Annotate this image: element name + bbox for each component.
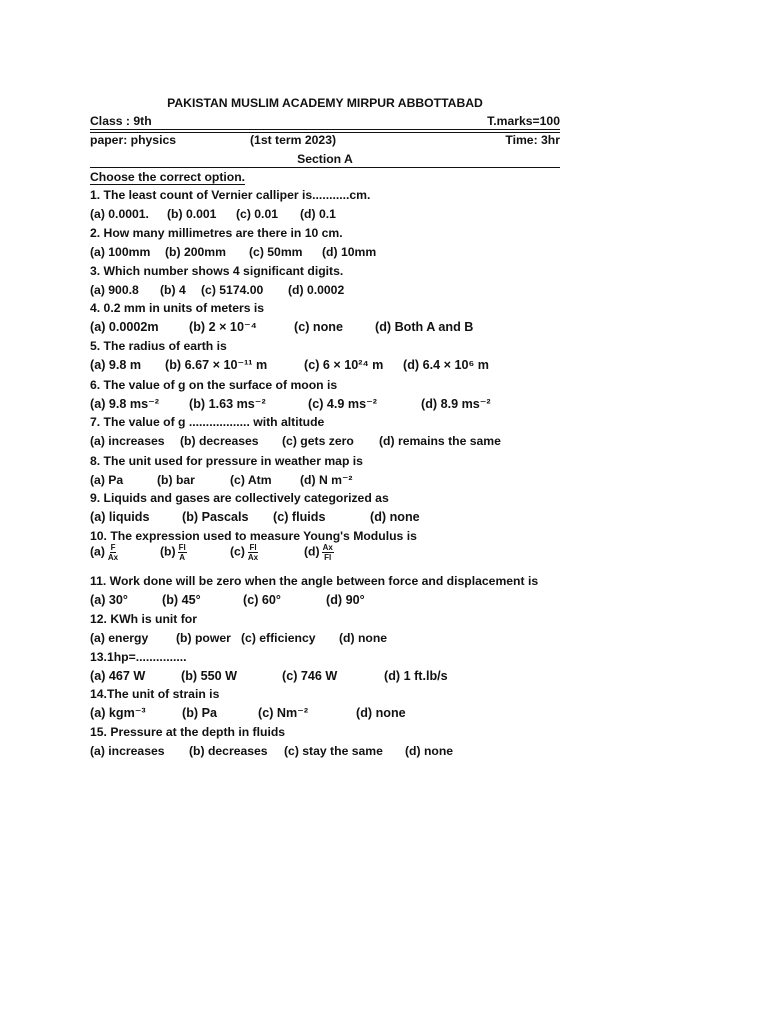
option-label: (b) 6.67 × 10⁻¹¹ m — [165, 358, 268, 372]
option-c — [282, 668, 337, 684]
option-d — [403, 357, 489, 373]
option-d — [300, 206, 336, 222]
option-d — [300, 472, 352, 488]
option-c — [230, 543, 259, 562]
school-name: PAKISTAN MUSLIM ACADEMY MIRPUR ABBOTTABAD — [167, 96, 483, 110]
fraction — [178, 543, 187, 562]
option-label: (b) 2 × 10⁻⁴ — [189, 320, 257, 334]
option-d — [288, 282, 344, 298]
option-a — [90, 630, 148, 646]
option-b — [157, 472, 195, 488]
option-label: (a) 0.0002m — [90, 320, 159, 334]
option-label: (c) 5174.00 — [201, 283, 264, 297]
option-label: (d) 10mm — [322, 245, 377, 259]
fraction — [322, 543, 334, 562]
option-label: (d) none — [339, 631, 388, 645]
option-d — [421, 396, 491, 412]
option-d — [379, 433, 501, 449]
option-label: (c) fluids — [273, 510, 326, 524]
option-label: (b) 0.001 — [167, 207, 217, 221]
paper-label: paper: physics — [90, 133, 177, 147]
option-c — [273, 509, 325, 525]
option-a — [90, 319, 159, 335]
option-label: (b) 45° — [162, 593, 201, 607]
option-b — [189, 319, 257, 335]
option-c — [230, 472, 272, 488]
option-label: (b) Pascals — [182, 510, 249, 524]
fraction-numerator: F — [110, 543, 116, 552]
option-b — [176, 630, 231, 646]
option-d — [384, 668, 448, 684]
fraction-denominator: Ax — [247, 553, 259, 562]
question-text: 2. How many millimetres are there in 10 cm. — [90, 226, 343, 240]
option-label: (a) kgm⁻³ — [90, 706, 146, 720]
option-label: (a) 100mm — [90, 245, 151, 259]
option-label: (c) 746 W — [282, 669, 338, 683]
option-label: (a) — [90, 544, 105, 559]
option-label: (b) 550 W — [181, 669, 237, 683]
question-text: 4. 0.2 mm in units of meters is — [90, 301, 265, 315]
option-d — [322, 244, 376, 260]
option-label: (d) none — [370, 510, 420, 524]
option-label: (c) 50mm — [249, 245, 303, 259]
option-b — [165, 357, 267, 373]
option-d — [370, 509, 420, 525]
option-a — [90, 206, 149, 222]
option-d — [326, 592, 365, 608]
option-a — [90, 592, 128, 608]
option-label: (c) 4.9 ms⁻² — [308, 397, 377, 411]
option-c — [243, 592, 281, 608]
option-label: (a) 9.8 ms⁻² — [90, 397, 159, 411]
option-c — [282, 433, 354, 449]
option-a — [90, 705, 146, 721]
question-text: 6. The value of g on the surface of moon is — [90, 378, 338, 392]
option-label: (a) 0.0001. — [90, 207, 149, 221]
fraction-denominator: Ax — [107, 553, 119, 562]
option-label: (a) increases — [90, 744, 165, 758]
option-d — [356, 705, 406, 721]
option-label: (c) Atm — [230, 473, 272, 487]
option-label: (c) none — [294, 320, 343, 334]
question-text: 5. The radius of earth is — [90, 339, 227, 353]
question-text: 13.1hp=............... — [90, 650, 187, 664]
option-label: (a) 30° — [90, 593, 128, 607]
option-label: (b) — [160, 544, 176, 559]
option-label: (a) increases — [90, 434, 165, 448]
option-b — [160, 282, 186, 298]
term-label: (1st term 2023) — [250, 133, 337, 147]
fraction — [247, 543, 259, 562]
option-a — [90, 472, 123, 488]
question-text: 3. Which number shows 4 significant digits. — [90, 264, 344, 278]
instruction: Choose the correct option. — [90, 170, 246, 184]
option-label: (d) none — [405, 744, 454, 758]
option-a — [90, 543, 119, 562]
option-a — [90, 357, 141, 373]
paper-row — [90, 132, 560, 147]
total-marks: T.marks=100 — [487, 114, 560, 128]
fraction-numerator: Fl — [178, 543, 186, 552]
option-label: (d) 6.4 × 10⁶ m — [403, 358, 489, 372]
option-label: (b) decreases — [189, 744, 268, 758]
option-label: (a) 467 W — [90, 669, 146, 683]
option-label: (d) Both A and B — [375, 320, 474, 334]
option-label: (b) 4 — [160, 283, 186, 297]
fraction-numerator: Fl — [249, 543, 257, 552]
option-b — [180, 433, 259, 449]
option-label: (c) efficiency — [241, 631, 316, 645]
question-text: 8. The unit used for pressure in weather map is — [90, 454, 363, 468]
option-b — [181, 668, 237, 684]
option-a — [90, 396, 159, 412]
option-d — [405, 743, 453, 759]
option-label: (d) remains the same — [379, 434, 501, 448]
option-c — [294, 319, 343, 335]
fraction-denominator: A — [179, 553, 185, 562]
option-b — [160, 543, 187, 562]
option-label: (d) 0.1 — [300, 207, 336, 221]
option-label: (d) 0.0002 — [288, 283, 345, 297]
question-text: 10. The expression used to measure Young's Modulus is — [90, 529, 417, 543]
question-text: 9. Liquids and gases are collectively categorized as — [90, 491, 389, 505]
option-label: (a) 9.8 m — [90, 358, 142, 372]
question-text: 7. The value of g .................. with altitude — [90, 415, 325, 429]
class-row — [90, 113, 560, 130]
option-label: (b) Pa — [182, 706, 217, 720]
option-label: (a) energy — [90, 631, 149, 645]
option-label: (b) 1.63 ms⁻² — [189, 397, 266, 411]
option-label: (d) none — [356, 706, 406, 720]
fraction — [107, 543, 119, 562]
question-text: 1. The least count of Vernier calliper is...........cm. — [90, 188, 371, 202]
option-label: (d) N m⁻² — [300, 473, 353, 487]
option-c — [249, 244, 303, 260]
option-a — [90, 433, 165, 449]
time-label: Time: 3hr — [505, 133, 560, 147]
option-d — [339, 630, 387, 646]
option-label: (c) gets zero — [282, 434, 354, 448]
option-c — [304, 357, 383, 373]
option-label: (c) 0.01 — [236, 207, 279, 221]
option-label: (b) decreases — [180, 434, 259, 448]
option-label: (c) stay the same — [284, 744, 383, 758]
option-label: (c) Nm⁻² — [258, 706, 309, 720]
option-c — [201, 282, 263, 298]
option-label: (d) 8.9 ms⁻² — [421, 397, 491, 411]
option-a — [90, 282, 139, 298]
option-b — [189, 396, 266, 412]
question-text: 12. KWh is unit for — [90, 612, 197, 626]
option-label: (c) 6 × 10²⁴ m — [304, 358, 384, 372]
fraction-numerator: Ax — [322, 543, 333, 552]
option-b — [162, 592, 201, 608]
option-d — [304, 543, 334, 562]
question-text: 14.The unit of strain is — [90, 687, 220, 701]
class-label: Class : 9th — [90, 114, 152, 128]
option-b — [165, 244, 226, 260]
option-a — [90, 668, 145, 684]
option-a — [90, 509, 149, 525]
option-label: (a) liquids — [90, 510, 150, 524]
option-c — [284, 743, 383, 759]
option-b — [182, 509, 249, 525]
option-b — [167, 206, 216, 222]
option-label: (b) power — [176, 631, 231, 645]
question-text: 11. Work done will be zero when the angle between force and displacement is — [90, 574, 539, 588]
option-label: (b) 200mm — [165, 245, 226, 259]
option-label: (a) 900.8 — [90, 283, 139, 297]
option-label: (c) — [230, 544, 245, 559]
option-d — [375, 319, 473, 335]
option-b — [182, 705, 217, 721]
option-c — [258, 705, 308, 721]
option-label: (d) — [304, 544, 320, 559]
option-label: (b) bar — [157, 473, 195, 487]
option-c — [236, 206, 278, 222]
option-c — [308, 396, 377, 412]
option-label: (c) 60° — [243, 593, 281, 607]
option-c — [241, 630, 316, 646]
option-label: (d) 90° — [326, 593, 365, 607]
fraction-denominator: Fl — [324, 553, 332, 562]
section-heading: Section A — [90, 151, 560, 168]
option-a — [90, 244, 150, 260]
question-text: 15. Pressure at the depth in fluids — [90, 725, 286, 739]
option-label: (a) Pa — [90, 473, 124, 487]
option-a — [90, 743, 165, 759]
option-label: (d) 1 ft.lb/s — [384, 669, 448, 683]
option-b — [189, 743, 268, 759]
